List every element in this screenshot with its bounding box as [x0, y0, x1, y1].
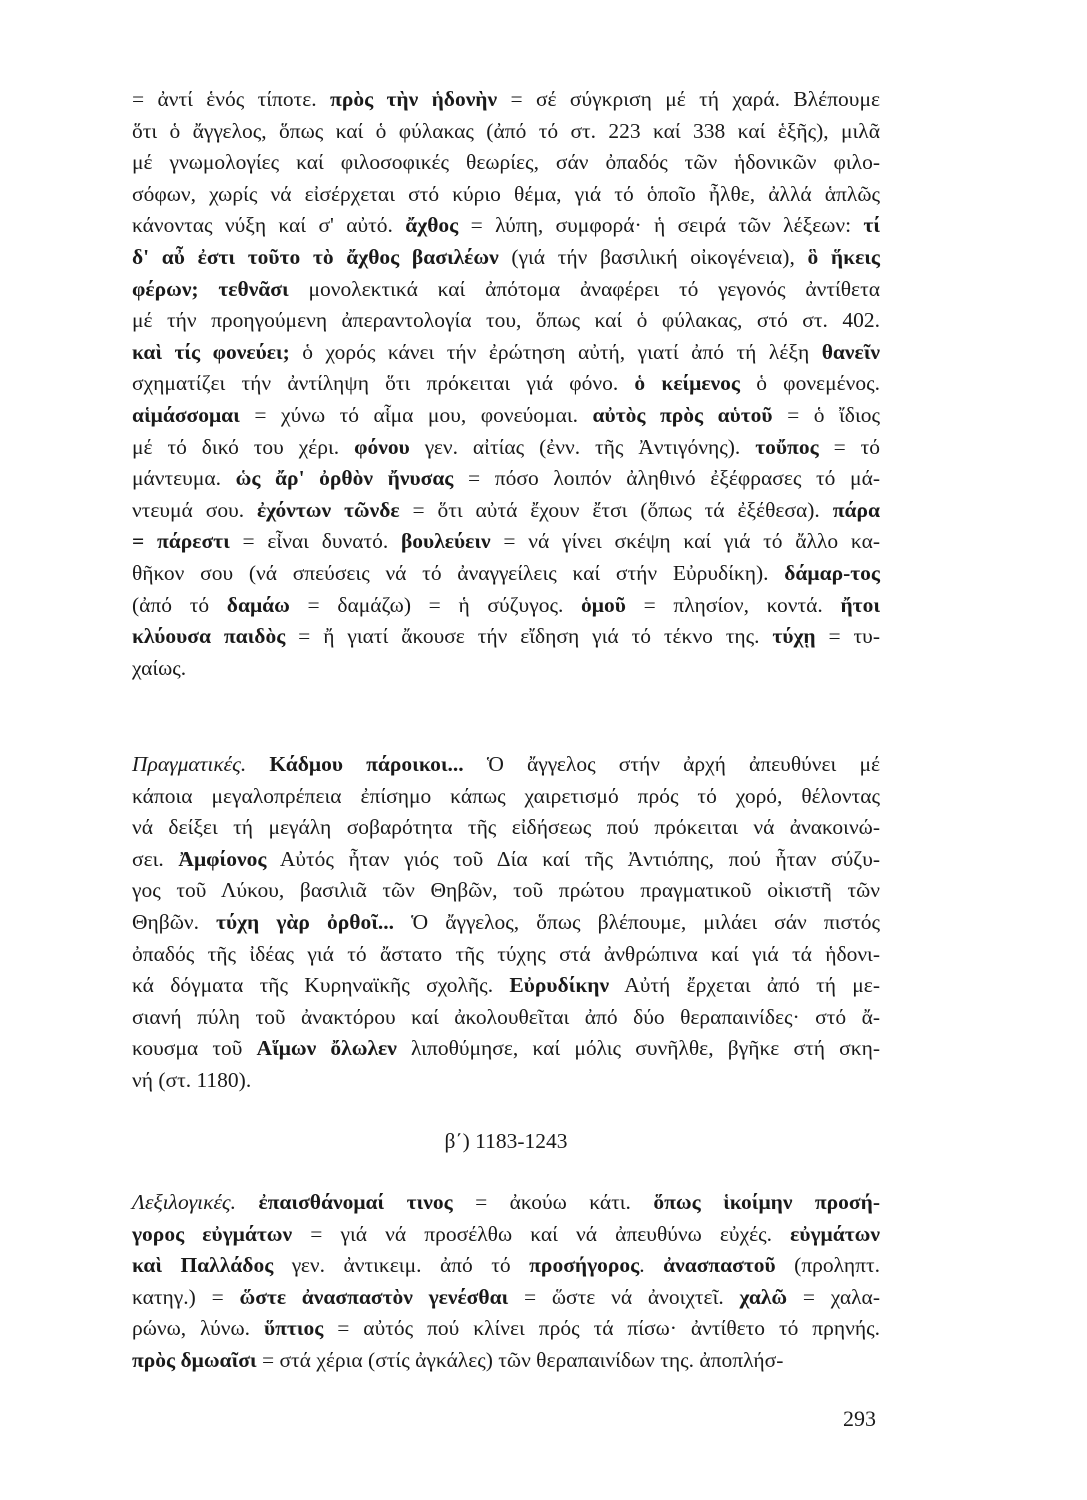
- text-run: μονολεκτικά καί ἀπότομα ἀναφέρει τό γεγονός ἀντίθετα: [288, 276, 880, 301]
- lemma-term: πρὸς τὴν ἡδονὴν: [330, 87, 498, 111]
- text-run: = πόσο λοιπόν ἀληθινό ἐξέφρασες τό μά-: [453, 466, 881, 491]
- lemma-term: ὁ κείμενος: [634, 371, 740, 396]
- lemma-term: ὡς ἄρ' ὀρθὸν ἤνυσας: [235, 466, 454, 491]
- lemma-term: τί: [863, 213, 880, 238]
- text-run: Θηβῶν.: [132, 909, 217, 934]
- text-line: [132, 1002, 880, 1034]
- lemma-term: ἐχόντων τῶνδε: [256, 497, 400, 522]
- text-line: [132, 558, 880, 590]
- lemma-term: Κάδμου πάροικοι...: [269, 752, 464, 776]
- lemma-term: δάμαρ-τος: [784, 560, 880, 585]
- text-run: κάποια μεγαλοπρέπεια ἐπίσημο κάπως χαιρετισμό πρός τό χορό, θέλοντας: [132, 783, 880, 808]
- text-line: [132, 812, 880, 844]
- text-line: [132, 590, 880, 622]
- text-run: = ὁ ἴδιος: [772, 402, 880, 427]
- lemma-term: τοὔπος: [755, 434, 819, 459]
- lemma-term: ἤτοι: [840, 592, 880, 617]
- lemma-term: ὕπτιος: [263, 1316, 324, 1341]
- text-run: = εἶναι δυνατό.: [229, 529, 401, 554]
- text-line: [132, 844, 880, 876]
- text-line: [132, 526, 880, 558]
- lemma-term: χαλῶ: [739, 1284, 788, 1309]
- text-run: = ὥστε νά ἀνοιχτεῖ.: [508, 1284, 740, 1309]
- text-run: = ἀντί ἑνός τίποτε.: [132, 87, 331, 111]
- text-line: [132, 147, 880, 179]
- text-run: = ἀκούω κάτι.: [452, 1190, 654, 1214]
- text-run: κουσμα τοῦ: [132, 1036, 257, 1061]
- lemma-term: = πάρεστι: [132, 529, 230, 554]
- text-line: [132, 84, 880, 116]
- lemma-term: ὅπως ἱκοίμην προσή-: [653, 1190, 880, 1214]
- text-run: ὀπαδός τῆς ἰδέας γιά τό ἄστατο τῆς τύχης στά ἀνθρώπινα καί γιά τά ἡδονι-: [132, 941, 880, 966]
- lemma-term: δαμάω: [226, 592, 290, 617]
- text-line: [132, 337, 880, 369]
- text-run: [246, 752, 269, 776]
- text-run: σχηματίζει τήν ἀντίληψη ὅτι πρόκειται γιά φόνο.: [132, 371, 635, 396]
- category-label: Λεξιλογικές.: [132, 1190, 237, 1214]
- lemma-term: τύχη γὰρ ὀρθοῖ...: [216, 909, 395, 934]
- text-run: ὁ χορός κάνει τήν ἐρώτηση αὐτή, γιατί ἀπό τή λέξη: [289, 339, 822, 364]
- text-line: [132, 274, 880, 306]
- text-line: [132, 1282, 880, 1314]
- text-line: [132, 305, 880, 337]
- lemma-term: αὐτὸς πρὸς αὑτοῦ: [592, 402, 773, 427]
- category-label: Πραγματικές.: [132, 752, 247, 776]
- text-run: ρώνω, λύνω.: [132, 1316, 264, 1341]
- text-line: [132, 907, 880, 939]
- text-run: Αὐτός ἦταν γιός τοῦ Δία καί τῆς Ἀντιόπης, πού ἦταν σύζυ-: [266, 846, 881, 871]
- lemma-term: προσήγορος: [529, 1253, 640, 1278]
- lemma-term: εὐγμάτων: [790, 1221, 880, 1246]
- text-run: χαίως.: [132, 655, 187, 680]
- text-line: [132, 621, 880, 653]
- text-run: μέ γνωμολογίες καί φιλοσοφικές θεωρίες, σάν ὀπαδός τῶν ἡδονικῶν φιλο-: [132, 150, 880, 175]
- commentary-paragraph-1: [132, 84, 880, 684]
- lemma-term: Εὐρυδίκην: [509, 973, 610, 998]
- text-run: λιποθύμησε, καί μόλις συνῆλθε, βγῆκε στή σκη-: [396, 1036, 880, 1061]
- text-line: [132, 653, 880, 685]
- text-run: Ὁ ἄγγελος στήν ἀρχή ἀπευθύνει μέ: [463, 752, 880, 776]
- text-run: Ὁ ἄγγελος, ὅπως βλέπουμε, μιλάει σάν πιστός: [394, 909, 880, 934]
- text-line: [132, 1033, 880, 1065]
- lemma-term: θανεῖν: [821, 339, 880, 364]
- text-run: [236, 1190, 258, 1214]
- text-run: .: [639, 1253, 664, 1278]
- text-run: σιανή πύλη τοῦ ἀνακτόρου καί ἀκολουθεῖται ἀπό δύο θεραπαινίδες· στό ἄ-: [132, 1004, 880, 1029]
- text-run: = πλησίον, κοντά.: [625, 592, 841, 617]
- text-run: = ἤ γιατί ἄκουσε τήν εἴδηση γιά τό τέκνο της.: [285, 624, 773, 649]
- text-run: θῆκον σου (νά σπεύσεις νά τό ἀναγγείλεις καί στήν Εὐρυδίκη).: [132, 560, 785, 585]
- text-run: σόφων, χωρίς νά εἰσέρχεται στό κύριο θέμα, γιά τό ὁποῖο ἦλθε, ἀλλά ἁπλῶς: [132, 181, 880, 206]
- text-line: [132, 875, 880, 907]
- lemma-term: φέρων; τεθνᾶσι: [132, 276, 289, 301]
- lemma-term: πάρα: [832, 497, 880, 522]
- text-line: [132, 400, 880, 432]
- lemma-term: Αἵμων ὄλωλεν: [256, 1036, 397, 1061]
- text-line: [132, 749, 880, 781]
- lemma-term: δ' αὖ ἐστι τοῦτο τὸ ἄχθος βασιλέων: [132, 244, 499, 269]
- text-line: [132, 116, 880, 148]
- commentary-paragraph-3: [132, 1187, 880, 1377]
- text-run: γος τοῦ Λύκου, βασιλιᾶ τῶν Θηβῶν, τοῦ πρώτου πραγματικοῦ οἰκιστῆ τῶν: [132, 878, 880, 903]
- text-run: ὁ φονεμένος.: [739, 371, 880, 396]
- text-line: [132, 1219, 880, 1251]
- text-run: = τό: [818, 434, 881, 459]
- text-run: = σέ σύγκριση μέ τή χαρά. Βλέπουμε: [497, 87, 880, 111]
- lemma-term: πρὸς δμωαῖσι: [132, 1347, 257, 1372]
- text-run: ντευμά σου.: [132, 497, 257, 522]
- lemma-term: κλύουσα παιδὸς: [132, 624, 286, 649]
- lemma-term: αἱμάσσομαι: [132, 402, 240, 427]
- text-line: [132, 1187, 880, 1219]
- text-run: = λύπη, συμφορά· ἡ σειρά τῶν λέξεων:: [458, 213, 864, 238]
- lemma-term: καὶ Παλλάδος: [132, 1253, 274, 1278]
- text-line: [132, 179, 880, 211]
- text-run: σει.: [132, 846, 179, 871]
- lemma-term: Ἀμφίονος: [178, 846, 267, 871]
- text-run: = ὅτι αὐτά ἔχουν ἔτσι (ὅπως τά ἐξέθεσα).: [399, 497, 833, 522]
- page-number: 293: [843, 1406, 876, 1431]
- text-run: (γιά τήν βασιλική οἰκογένεια),: [498, 244, 808, 269]
- text-run: κά δόγματα τῆς Κυρηναϊκῆς σχολῆς.: [132, 973, 510, 998]
- text-line: [132, 1313, 880, 1345]
- text-run: (προληπτ.: [775, 1253, 881, 1278]
- lemma-term: καὶ τίς φονεύει;: [132, 339, 290, 364]
- text-run: γεν. αἰτίας (ἐνν. τῆς Ἀντιγόνης).: [409, 434, 756, 459]
- text-run: = χύνω τό αἷμα μου, φονεύομαι.: [239, 402, 593, 427]
- lemma-term: βουλεύειν: [400, 529, 491, 554]
- text-line: [132, 1250, 880, 1282]
- text-line: [132, 210, 880, 242]
- section-heading: β΄) 1183-1243: [444, 1129, 568, 1153]
- lemma-term: ὥστε ἀνασπαστὸν γενέσθαι: [239, 1284, 509, 1309]
- text-run: = νά γίνει σκέψη καί γιά τό ἄλλο κα-: [490, 529, 880, 554]
- lemma-term: τύχῃ: [772, 624, 816, 649]
- lemma-term: ἐπαισθάνομαί τινος: [258, 1190, 453, 1214]
- commentary-paragraph-2: [132, 749, 880, 1097]
- text-line: [132, 1065, 880, 1097]
- text-run: = στά χέρια (στίς ἀγκάλες) τῶν θεραπαινίδων της. ἀποπλήσ-: [256, 1347, 784, 1372]
- text-run: νή (στ. 1180).: [132, 1067, 252, 1092]
- text-run: = τυ-: [815, 624, 880, 649]
- lemma-term: ὁμοῦ: [581, 592, 626, 617]
- text-line: [132, 432, 880, 464]
- text-run: = γιά νά προσέλθω καί νά ἀπευθύνω εὐχές.: [292, 1221, 791, 1246]
- lemma-term: ἄχθος: [405, 213, 459, 238]
- text-line: [132, 495, 880, 527]
- text-line: [132, 368, 880, 400]
- text-run: μέ τό δικό του χέρι.: [132, 434, 355, 459]
- lemma-term: φόνου: [354, 434, 410, 459]
- text-run: (ἀπό τό: [132, 592, 227, 617]
- text-run: = αὐτός πού κλίνει πρός τά πίσω· ἀντίθετο τό πρηνής.: [323, 1316, 880, 1341]
- lemma-term: ἀνασπαστοῦ: [663, 1253, 776, 1278]
- text-run: μάντευμα.: [132, 466, 236, 491]
- text-line: [132, 781, 880, 813]
- text-line: [132, 242, 880, 274]
- text-run: ὅτι ὁ ἄγγελος, ὅπως καί ὁ φύλακας (ἀπό τό στ. 223 καί 338 καί ἑξῆς), μιλᾶ: [132, 118, 880, 143]
- text-run: κάνοντας νύξη καί σ' αὐτό.: [132, 213, 406, 238]
- text-line: [132, 970, 880, 1002]
- text-run: μέ τήν προηγούμενη ἀπεραντολογία του, ὅπως καί ὁ φύλακας, στό στ. 402.: [132, 308, 880, 333]
- text-run: νά δείξει τή μεγάλη σοβαρότητα τῆς εἰδήσεως πού πρόκειται νά ἀνακοινώ-: [132, 815, 880, 840]
- text-run: γεν. ἀντικειμ. ἀπό τό: [273, 1253, 530, 1278]
- text-run: κατηγ.) =: [132, 1284, 240, 1309]
- text-line: [132, 463, 880, 495]
- text-line: [132, 1345, 880, 1377]
- text-run: = δαμάζω) = ἡ σύζυγος.: [289, 592, 582, 617]
- text-run: Αὐτή ἔρχεται ἀπό τή με-: [609, 973, 880, 998]
- text-line: [132, 939, 880, 971]
- lemma-term: ὃ ἥκεις: [807, 244, 880, 269]
- text-run: = χαλα-: [787, 1284, 880, 1309]
- lemma-term: γορος εὐγμάτων: [132, 1221, 293, 1246]
